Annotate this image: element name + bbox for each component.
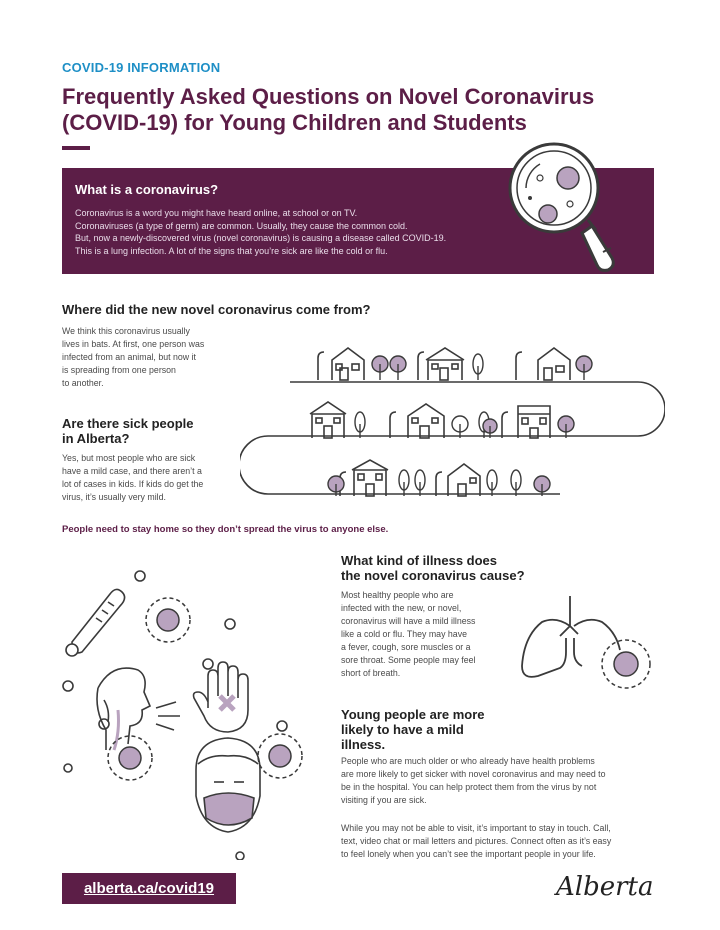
alberta-text bbox=[62, 452, 252, 504]
intro-line: This is a lung infection. A lot of the signs that you’re sick are like the cold or flu. bbox=[75, 245, 388, 256]
young-heading bbox=[341, 707, 485, 752]
intro-line: Coronavirus is a word you might have heard online, at school or on TV. bbox=[75, 208, 358, 218]
title-divider bbox=[62, 146, 90, 150]
lungs-virus-icon bbox=[516, 586, 656, 696]
alberta-line: have a mild case, and there aren’t a bbox=[62, 466, 202, 476]
origin-line: lives in bats. At first, one person was bbox=[62, 339, 205, 349]
covid-url-link[interactable]: alberta.ca/covid19 bbox=[62, 873, 236, 904]
alberta-heading-line: Are there sick people bbox=[62, 416, 194, 431]
alberta-line: lot of cases in kids. If kids do get the bbox=[62, 479, 204, 489]
illness-line: like a cold or flu. They may have bbox=[341, 629, 467, 639]
illness-heading bbox=[341, 553, 525, 583]
origin-line: We think this coronavirus usually bbox=[62, 326, 190, 336]
magnifier-virus-icon bbox=[500, 138, 620, 288]
young-heading-line: Young people are more bbox=[341, 707, 485, 722]
young-line: are more likely to get sicker with novel coronavirus and may need to bbox=[341, 769, 606, 779]
illness-line: infected with the new, or novel, bbox=[341, 603, 462, 613]
illness-heading-line: the novel coronavirus cause? bbox=[341, 568, 525, 583]
intro-heading: What is a coronavirus? bbox=[75, 182, 219, 197]
origin-section bbox=[62, 302, 370, 317]
young-paragraph-2 bbox=[341, 822, 671, 861]
town-road-illustration bbox=[240, 338, 665, 508]
origin-line: is spreading from one person bbox=[62, 365, 176, 375]
intro-line: Coronaviruses (a type of germ) are common. Usually, they cause the common cold. bbox=[75, 220, 408, 231]
page-title: Frequently Asked Questions on Novel Coronavirus (COVID-19) for Young Children and Students bbox=[62, 84, 595, 135]
young-paragraph-1 bbox=[341, 755, 671, 807]
young-line: While you may not be able to visit, it’s important to stay in touch. Call, bbox=[341, 823, 611, 833]
illness-line: a fever, cough, sore muscles or a bbox=[341, 642, 471, 652]
intro-line: But, now a newly-discovered virus (novel coronavirus) is causing a disease called COVID-19. bbox=[75, 233, 447, 243]
intro-text bbox=[75, 207, 545, 257]
illness-heading-line: What kind of illness does bbox=[341, 553, 498, 568]
origin-line: to another. bbox=[62, 378, 104, 388]
young-line: text, video chat or mail letters and pictures. Connect often as it’s easy bbox=[341, 836, 612, 846]
alberta-heading-line: in Alberta? bbox=[62, 431, 130, 446]
alberta-logo: Alberta bbox=[556, 872, 654, 902]
illness-text bbox=[341, 589, 511, 680]
young-line: to feel lonely when you can’t see the important people in your life. bbox=[341, 849, 596, 859]
alberta-line: virus, it’s usually very mild. bbox=[62, 492, 166, 502]
young-heading-line: illness. bbox=[341, 737, 386, 752]
illness-line: Most healthy people who are bbox=[341, 590, 454, 600]
origin-heading: Where did the new novel coronavirus come from? bbox=[62, 302, 371, 317]
young-line: People who are much older or who already have health problems bbox=[341, 756, 595, 766]
symptoms-illustration bbox=[58, 560, 320, 860]
young-line: be in the hospital. You can help protect them from the virus by not bbox=[341, 782, 597, 792]
illness-line: coronavirus will have a mild illness bbox=[341, 616, 476, 626]
illness-line: short of breath. bbox=[341, 668, 401, 678]
origin-text bbox=[62, 325, 252, 390]
young-heading-line: likely to have a mild bbox=[341, 722, 464, 737]
illness-line: sore throat. Some people may feel bbox=[341, 655, 476, 665]
kicker-label: COVID-19 INFORMATION bbox=[62, 60, 221, 75]
stay-home-note: People need to stay home so they don’t spread the virus to anyone else. bbox=[62, 524, 389, 535]
young-line: visiting if you are sick. bbox=[341, 795, 427, 805]
alberta-heading bbox=[62, 416, 194, 446]
origin-line: infected from an animal, but now it bbox=[62, 352, 196, 362]
alberta-line: Yes, but most people who are sick bbox=[62, 453, 196, 463]
